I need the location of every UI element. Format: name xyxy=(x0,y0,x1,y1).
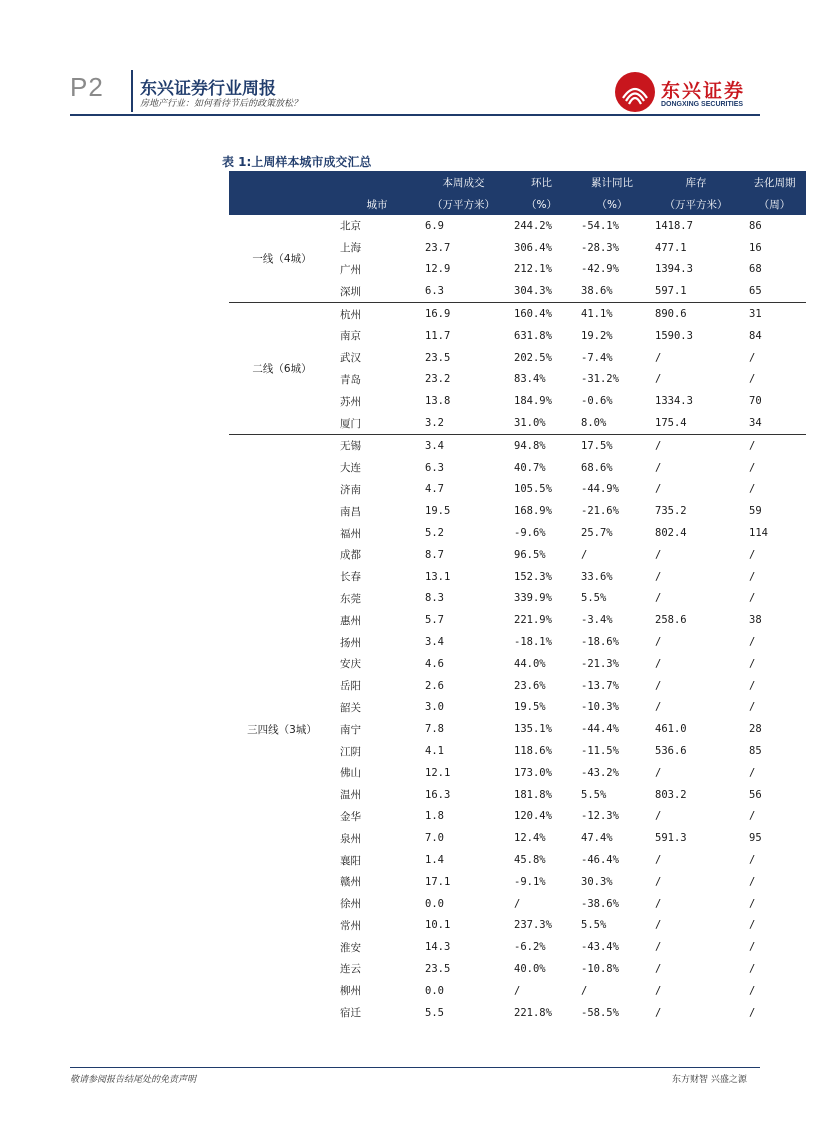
header-inventory: 库存 xyxy=(649,171,743,193)
cum-yoy-cell: / xyxy=(581,548,588,561)
mom-cell: 184.9% xyxy=(514,395,552,408)
inventory-cell: / xyxy=(655,570,662,583)
mom-cell: 19.5% xyxy=(514,701,546,714)
destock-cycle-cell: 34 xyxy=(749,417,762,430)
mom-cell: 120.4% xyxy=(514,810,552,823)
weekly-volume-cell: 4.1 xyxy=(425,745,444,758)
mom-cell: 40.7% xyxy=(514,461,546,474)
inventory-cell: / xyxy=(655,592,662,605)
weekly-volume-cell: 2.6 xyxy=(425,679,444,692)
inventory-cell: 597.1 xyxy=(655,285,687,298)
inventory-cell: / xyxy=(655,1006,662,1019)
destock-cycle-cell: 85 xyxy=(749,745,762,758)
company-logo xyxy=(615,72,755,112)
mom-cell: -9.1% xyxy=(514,875,546,888)
inventory-cell: 802.4 xyxy=(655,527,687,540)
city-cell: 温州 xyxy=(340,789,361,802)
cum-yoy-cell: -43.2% xyxy=(581,766,619,779)
inventory-cell: / xyxy=(655,897,662,910)
tier-label: 一线（4城） xyxy=(252,253,312,266)
city-cell: 惠州 xyxy=(340,614,361,627)
city-cell: 常州 xyxy=(340,919,361,932)
company-slogan: 东方财智 兴盛之源 xyxy=(672,1075,747,1085)
mom-cell: 44.0% xyxy=(514,657,546,670)
logo-text-cn: 东兴证券 xyxy=(661,80,746,102)
weekly-volume-cell: 6.9 xyxy=(425,219,444,232)
city-cell: 南昌 xyxy=(340,505,361,518)
cum-yoy-cell: -44.9% xyxy=(581,483,619,496)
destock-cycle-cell: 86 xyxy=(749,219,762,232)
weekly-volume-cell: 16.9 xyxy=(419,303,508,325)
inventory-cell: 175.4 xyxy=(655,417,687,430)
mom-cell: 202.5% xyxy=(514,351,552,364)
mom-cell: 631.8% xyxy=(514,329,552,342)
table-header-row-2 xyxy=(229,193,806,215)
inventory-cell: 890.6 xyxy=(649,303,743,325)
cum-yoy-cell: 8.0% xyxy=(581,417,607,430)
logo-text-en: DONGXING SECURITIES xyxy=(661,101,744,108)
destock-cycle-cell: / xyxy=(749,483,756,496)
mom-cell: 96.5% xyxy=(514,548,546,561)
city-transactions-table xyxy=(229,171,806,1023)
city-cell: 安庆 xyxy=(340,658,361,671)
report-subtitle: 房地产行业：如何看待节后的政策放松？ xyxy=(140,99,303,109)
table-header-row-1 xyxy=(229,171,806,193)
city-cell: 厦门 xyxy=(340,417,361,430)
inventory-cell: / xyxy=(655,461,662,474)
weekly-volume-cell: 6.3 xyxy=(425,461,444,474)
mom-cell: 12.4% xyxy=(514,832,546,845)
city-cell: 深圳 xyxy=(340,285,361,298)
tier-label: 三四线（3城） xyxy=(229,434,335,1023)
weekly-volume-cell: 5.7 xyxy=(425,614,444,627)
inventory-cell: 591.3 xyxy=(655,832,687,845)
inventory-cell: / xyxy=(655,679,662,692)
report-title: 东兴证券行业周报 xyxy=(140,79,276,99)
destock-cycle-cell: / xyxy=(743,434,806,456)
cum-yoy-cell: 47.4% xyxy=(581,832,613,845)
weekly-volume-cell: 5.2 xyxy=(425,527,444,540)
header-cum-yoy-unit: （%） xyxy=(575,193,649,215)
mom-cell: 168.9% xyxy=(514,505,552,518)
weekly-volume-cell: 5.5 xyxy=(425,1006,444,1019)
destock-cycle-cell: / xyxy=(749,548,756,561)
mom-cell: 304.3% xyxy=(514,285,552,298)
header-mom: 环比 xyxy=(508,171,575,193)
city-cell: 徐州 xyxy=(340,898,361,911)
destock-cycle-cell: / xyxy=(749,351,756,364)
cum-yoy-cell: -18.6% xyxy=(581,636,619,649)
header-divider xyxy=(131,70,133,112)
destock-cycle-cell: / xyxy=(749,897,756,910)
destock-cycle-cell: / xyxy=(749,875,756,888)
inventory-cell: / xyxy=(655,548,662,561)
weekly-volume-cell: 6.3 xyxy=(425,285,444,298)
destock-cycle-cell: / xyxy=(749,854,756,866)
weekly-volume-cell: 23.2 xyxy=(425,373,451,386)
destock-cycle-cell: 70 xyxy=(749,395,762,408)
city-cell: 宿迁 xyxy=(340,1007,361,1020)
city-cell: 柳州 xyxy=(340,985,361,998)
cum-yoy-cell: 5.5% xyxy=(581,919,607,932)
destock-cycle-cell: 56 xyxy=(749,788,762,801)
inventory-cell: / xyxy=(655,701,662,714)
header-cum-yoy: 累计同比 xyxy=(575,171,649,193)
city-cell: 上海 xyxy=(340,242,361,255)
destock-cycle-cell: / xyxy=(749,766,756,779)
cum-yoy-cell: 17.5% xyxy=(575,434,649,456)
cum-yoy-cell: -21.3% xyxy=(581,657,619,670)
weekly-volume-cell: 3.0 xyxy=(425,701,444,714)
mom-cell: -6.2% xyxy=(514,941,546,954)
inventory-cell: / xyxy=(655,984,662,997)
destock-cycle-cell: / xyxy=(749,592,756,605)
inventory-cell: 461.0 xyxy=(655,723,687,736)
cum-yoy-cell: -31.2% xyxy=(581,373,619,386)
cum-yoy-cell: 5.5% xyxy=(581,592,607,605)
city-cell: 南宁 xyxy=(340,723,361,736)
inventory-cell: / xyxy=(655,373,662,386)
destock-cycle-cell: 84 xyxy=(749,329,762,342)
weekly-volume-cell: 11.7 xyxy=(425,329,451,342)
inventory-cell: 803.2 xyxy=(655,788,687,801)
inventory-cell: / xyxy=(649,434,743,456)
city-cell: 苏州 xyxy=(340,395,361,408)
table-row xyxy=(229,434,806,456)
header-destock-cycle: 去化周期 xyxy=(743,171,806,193)
header-mom-unit: （%） xyxy=(508,193,575,215)
table-caption: 表 1:上周样本城市成交汇总 xyxy=(222,155,372,169)
weekly-volume-cell: 3.4 xyxy=(419,434,508,456)
cum-yoy-cell: 38.6% xyxy=(581,285,613,298)
cum-yoy-cell: -11.5% xyxy=(581,745,619,758)
weekly-volume-cell: 16.3 xyxy=(425,788,451,801)
inventory-cell: / xyxy=(655,941,662,954)
mom-cell: 306.4% xyxy=(514,241,552,254)
mom-cell: 118.6% xyxy=(514,745,552,758)
city-cell: 韶关 xyxy=(340,701,361,714)
header-rule xyxy=(70,114,760,116)
destock-cycle-cell: / xyxy=(749,1006,756,1019)
destock-cycle-cell: 114 xyxy=(749,527,768,540)
city-cell: 佛山 xyxy=(340,767,361,780)
header-inventory-unit: （万平方米） xyxy=(649,193,743,215)
weekly-volume-cell: 13.1 xyxy=(425,570,451,583)
disclaimer-note: 敬请参阅报告结尾处的免责声明 xyxy=(70,1075,197,1085)
city-cell: 江阴 xyxy=(340,745,361,758)
inventory-cell: 735.2 xyxy=(655,505,687,518)
mom-cell: 160.4% xyxy=(508,303,575,325)
weekly-volume-cell: 1.4 xyxy=(425,854,444,866)
mom-cell: 244.2% xyxy=(514,219,552,232)
header-weekly-volume-unit: （万平方米） xyxy=(419,193,508,215)
weekly-volume-cell: 17.1 xyxy=(425,875,451,888)
cum-yoy-cell: -43.4% xyxy=(581,941,619,954)
destock-cycle-cell: 59 xyxy=(749,505,762,518)
inventory-cell: 1334.3 xyxy=(655,395,693,408)
mom-cell: 45.8% xyxy=(514,854,546,866)
tier-label: 二线（6城） xyxy=(229,303,335,435)
mom-cell: 31.0% xyxy=(514,417,546,430)
weekly-volume-cell: 3.2 xyxy=(425,417,444,430)
header-group-cell xyxy=(229,171,335,193)
city-cell: 东莞 xyxy=(340,592,361,605)
city-cell: 金华 xyxy=(340,810,361,823)
header-city-unit: 城市 xyxy=(335,193,419,215)
destock-cycle-cell: / xyxy=(749,962,756,975)
cum-yoy-cell: 25.7% xyxy=(581,527,613,540)
mom-cell: / xyxy=(514,897,521,910)
mom-cell: 152.3% xyxy=(514,570,552,583)
weekly-volume-cell: 23.5 xyxy=(425,351,451,364)
inventory-cell: 258.6 xyxy=(655,614,687,627)
cum-yoy-cell: -7.4% xyxy=(581,351,613,364)
city-cell: 福州 xyxy=(340,527,361,540)
inventory-cell: 1418.7 xyxy=(655,219,693,232)
dongxing-logo-icon xyxy=(615,72,655,112)
weekly-volume-cell: 4.6 xyxy=(425,657,444,670)
inventory-cell: 536.6 xyxy=(655,745,687,758)
city-cell: 泉州 xyxy=(340,832,361,845)
cum-yoy-cell: -28.3% xyxy=(581,241,619,254)
cum-yoy-cell: -21.6% xyxy=(581,505,619,518)
mom-cell: 40.0% xyxy=(514,962,546,975)
destock-cycle-cell: / xyxy=(749,701,756,714)
city-cell: 连云 xyxy=(340,963,361,976)
city-cell: 广州 xyxy=(340,263,361,276)
mom-cell: -9.6% xyxy=(514,527,546,540)
weekly-volume-cell: 13.8 xyxy=(425,395,451,408)
inventory-cell: / xyxy=(655,483,662,496)
cum-yoy-cell: -58.5% xyxy=(581,1006,619,1019)
cum-yoy-cell: -10.3% xyxy=(581,701,619,714)
weekly-volume-cell: 7.8 xyxy=(425,723,444,736)
inventory-cell: / xyxy=(655,919,662,932)
cum-yoy-cell: / xyxy=(581,984,588,997)
city-cell: 成都 xyxy=(340,549,361,562)
cum-yoy-cell: -46.4% xyxy=(581,854,619,866)
header-weekly-volume: 本周成交 xyxy=(419,171,508,193)
inventory-cell: / xyxy=(655,854,662,866)
cum-yoy-cell: 41.1% xyxy=(575,303,649,325)
cum-yoy-cell: -44.4% xyxy=(581,723,619,736)
inventory-cell: 477.1 xyxy=(655,241,687,254)
city-cell: 济南 xyxy=(340,483,361,496)
weekly-volume-cell: 1.8 xyxy=(425,810,444,823)
city-cell: 襄阳 xyxy=(340,854,361,867)
cum-yoy-cell: -13.7% xyxy=(581,679,619,692)
destock-cycle-cell: 31 xyxy=(743,303,806,325)
mom-cell: 237.3% xyxy=(514,919,552,932)
inventory-cell: / xyxy=(655,962,662,975)
cum-yoy-cell: -10.8% xyxy=(581,962,619,975)
cum-yoy-cell: -42.9% xyxy=(581,263,619,276)
destock-cycle-cell: / xyxy=(749,941,756,954)
table-row xyxy=(229,215,806,237)
mom-cell: 221.8% xyxy=(514,1006,552,1019)
cum-yoy-cell: -38.6% xyxy=(581,897,619,910)
cum-yoy-cell: 33.6% xyxy=(581,570,613,583)
destock-cycle-cell: 95 xyxy=(749,832,762,845)
mom-cell: 181.8% xyxy=(514,788,552,801)
page-number: P2 xyxy=(70,72,104,102)
destock-cycle-cell: / xyxy=(749,919,756,932)
city-cell: 扬州 xyxy=(340,636,361,649)
mom-cell: 83.4% xyxy=(514,373,546,386)
cum-yoy-cell: -3.4% xyxy=(581,614,613,627)
destock-cycle-cell: / xyxy=(749,984,756,997)
mom-cell: 23.6% xyxy=(514,679,546,692)
city-cell: 武汉 xyxy=(340,352,361,365)
inventory-cell: / xyxy=(655,766,662,779)
city-cell: 无锡 xyxy=(335,434,419,456)
inventory-cell: 1590.3 xyxy=(655,329,693,342)
table-row xyxy=(229,303,806,325)
mom-cell: 339.9% xyxy=(514,592,552,605)
cum-yoy-cell: -12.3% xyxy=(581,810,619,823)
destock-cycle-cell: / xyxy=(749,570,756,583)
inventory-cell: / xyxy=(655,657,662,670)
header-city xyxy=(335,171,419,193)
header-group-cell xyxy=(229,193,335,215)
cum-yoy-cell: 68.6% xyxy=(581,461,613,474)
weekly-volume-cell: 0.0 xyxy=(425,984,444,997)
destock-cycle-cell: / xyxy=(749,679,756,692)
destock-cycle-cell: 28 xyxy=(749,723,762,736)
mom-cell: 94.8% xyxy=(508,434,575,456)
weekly-volume-cell: 19.5 xyxy=(425,505,451,518)
city-cell: 杭州 xyxy=(335,303,419,325)
mom-cell: 173.0% xyxy=(514,766,552,779)
city-cell: 赣州 xyxy=(340,876,361,889)
inventory-cell: / xyxy=(655,810,662,823)
weekly-volume-cell: 8.3 xyxy=(425,592,444,605)
weekly-volume-cell: 12.1 xyxy=(425,766,451,779)
weekly-volume-cell: 10.1 xyxy=(425,919,451,932)
weekly-volume-cell: 8.7 xyxy=(425,548,444,561)
destock-cycle-cell: / xyxy=(749,810,756,823)
header-destock-cycle-unit: （周） xyxy=(743,193,806,215)
inventory-cell: 1394.3 xyxy=(655,263,693,276)
weekly-volume-cell: 12.9 xyxy=(425,263,451,276)
inventory-cell: / xyxy=(655,636,662,649)
mom-cell: / xyxy=(514,984,521,997)
cum-yoy-cell: -54.1% xyxy=(581,219,619,232)
destock-cycle-cell: / xyxy=(749,461,756,474)
weekly-volume-cell: 3.4 xyxy=(425,636,444,649)
destock-cycle-cell: 16 xyxy=(749,241,762,254)
weekly-volume-cell: 0.0 xyxy=(425,897,444,910)
destock-cycle-cell: / xyxy=(749,373,756,386)
cum-yoy-cell: -0.6% xyxy=(581,395,613,408)
cum-yoy-cell: 5.5% xyxy=(581,788,607,801)
destock-cycle-cell: 68 xyxy=(749,263,762,276)
cum-yoy-cell: 19.2% xyxy=(581,329,613,342)
mom-cell: 221.9% xyxy=(514,614,552,627)
inventory-cell: / xyxy=(655,351,662,364)
city-cell: 青岛 xyxy=(340,373,361,386)
weekly-volume-cell: 23.5 xyxy=(425,962,451,975)
city-cell: 南京 xyxy=(340,330,361,343)
city-cell: 岳阳 xyxy=(340,680,361,693)
mom-cell: 105.5% xyxy=(514,483,552,496)
footer-rule xyxy=(70,1067,760,1068)
city-cell: 北京 xyxy=(340,220,361,233)
mom-cell: 135.1% xyxy=(514,723,552,736)
destock-cycle-cell: 65 xyxy=(749,285,762,298)
weekly-volume-cell: 4.7 xyxy=(425,483,444,496)
city-cell: 大连 xyxy=(340,462,361,475)
mom-cell: 212.1% xyxy=(514,263,552,276)
destock-cycle-cell: / xyxy=(749,657,756,670)
city-cell: 长春 xyxy=(340,571,361,584)
cum-yoy-cell: 30.3% xyxy=(581,875,613,888)
weekly-volume-cell: 23.7 xyxy=(425,241,451,254)
destock-cycle-cell: / xyxy=(749,636,756,649)
destock-cycle-cell: 38 xyxy=(749,614,762,627)
city-cell: 淮安 xyxy=(340,941,361,954)
mom-cell: -18.1% xyxy=(514,636,552,649)
weekly-volume-cell: 7.0 xyxy=(425,832,444,845)
weekly-volume-cell: 14.3 xyxy=(425,941,451,954)
inventory-cell: / xyxy=(655,875,662,888)
